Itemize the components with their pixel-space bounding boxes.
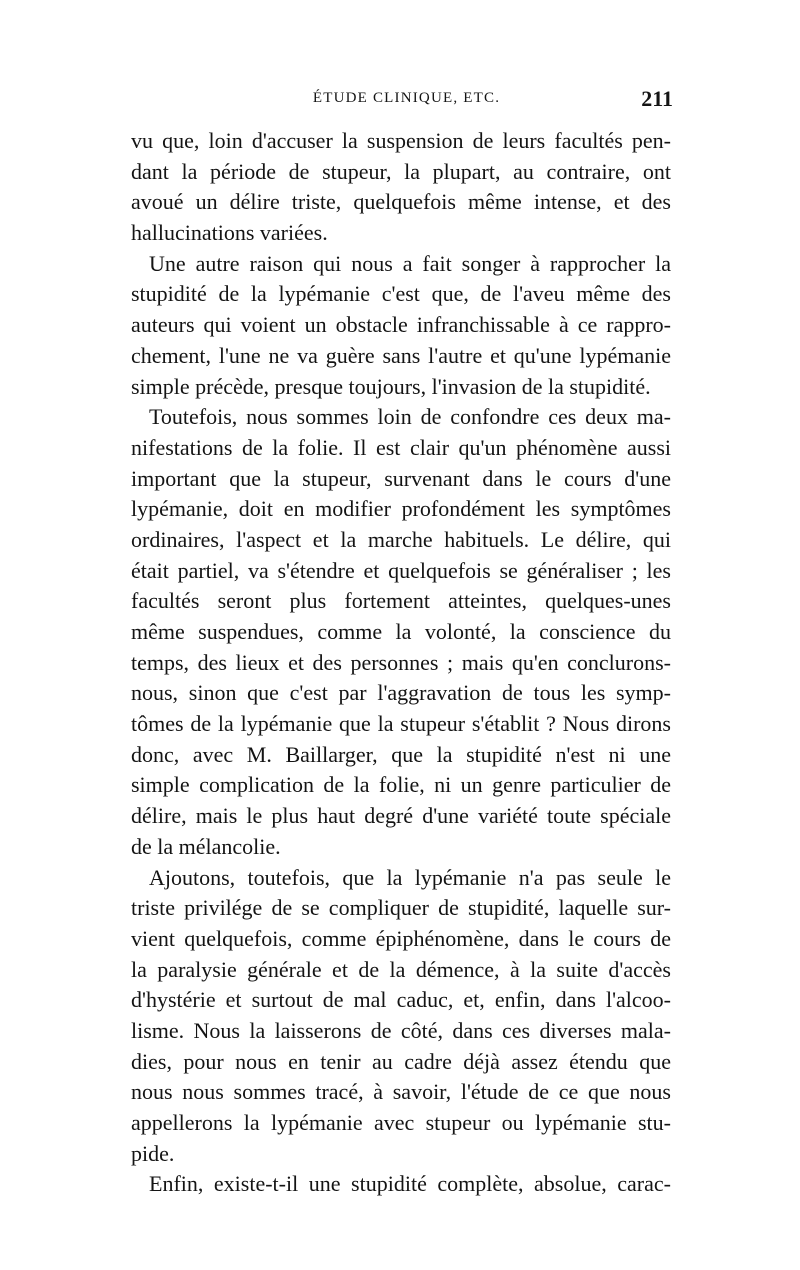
page-number: 211 [641,86,673,111]
text-line: avoué un délire triste, quelquefois même intense, et des [131,189,671,215]
running-header [118,86,673,112]
text-line: délire, mais le plus haut degré d'une variété toute spéciale [131,803,671,829]
body-text [131,126,671,1200]
text-line: simple précède, presque toujours, l'invasion de la stupidité. [131,373,651,399]
text-line: d'hystérie et surtout de mal caduc, et, enfin, dans l'alcoo- [131,987,671,1013]
text-line: Ajoutons, toutefois, que la lypémanie n'a pas seule le [149,864,671,890]
text-line: nifestations de la folie. Il est clair qu'un phénomène aussi [131,434,671,460]
text-line: ordinaires, l'aspect et la marche habituels. Le délire, qui [131,526,671,552]
text-line: vient quelquefois, comme épiphénomène, dans le cours de [131,925,671,951]
text-line: dies, pour nous en tenir au cadre déjà assez étendu que [131,1048,671,1074]
text-line: Une autre raison qui nous a fait songer à rapprocher la [149,250,671,276]
text-line: appellerons la lypémanie avec stupeur ou lypémanie stu- [131,1110,671,1135]
text-line: triste privilége de se compliquer de stupidité, laquelle sur- [131,895,671,921]
text-line: même suspendues, comme la volonté, la conscience du [131,619,671,644]
text-line: simple complication de la folie, ni un genre particulier de [131,772,671,798]
text-line: nous nous sommes tracé, à savoir, l'étude de ce que nous [131,1079,671,1105]
text-line: pide. [131,1140,175,1166]
text-line: temps, des lieux et des personnes ; mais qu'en conclurons- [131,649,671,675]
text-line: était partiel, va s'étendre et quelquefois se généraliser ; les [131,557,671,583]
text-line: vu que, loin d'accuser la suspension de leurs facultés pen- [131,128,671,153]
text-line: de la mélancolie. [131,833,281,859]
text-line: nous, sinon que c'est par l'aggravation de tous les symp- [131,680,671,706]
text-line: hallucinations variées. [131,220,328,246]
text-line: facultés seront plus fortement atteintes, quelques-unes [131,588,671,614]
text-line: important que la stupeur, survenant dans le cours d'une [131,465,671,491]
text-line: la paralysie générale et de la démence, à la suite d'accès [131,956,671,982]
text-line: Enfin, existe-t-il une stupidité complète, absolue, carac- [149,1171,671,1197]
text-line: lisme. Nous la laisserons de côté, dans ces diverses mala- [131,1017,671,1043]
text-line: tômes de la lypémanie que la stupeur s'établit ? Nous dirons [131,711,671,737]
text-line: auteurs qui voient un obstacle infranchissable à ce rappro- [131,312,671,338]
text-line: stupidité de la lypémanie c'est que, de l'aveu même des [131,281,671,307]
text-line: donc, avec M. Baillarger, que la stupidité n'est ni une [131,741,671,767]
text-line: chement, l'une ne va guère sans l'autre et qu'une lypémanie [131,342,671,368]
running-title: ÉTUDE CLINIQUE, ETC. [312,90,501,106]
text-line: dant la période de stupeur, la plupart, au contraire, ont [131,158,671,184]
text-line: Toutefois, nous sommes loin de confondre ces deux ma- [149,404,671,430]
text-line: lypémanie, doit en modifier profondément les symptômes [131,496,671,522]
